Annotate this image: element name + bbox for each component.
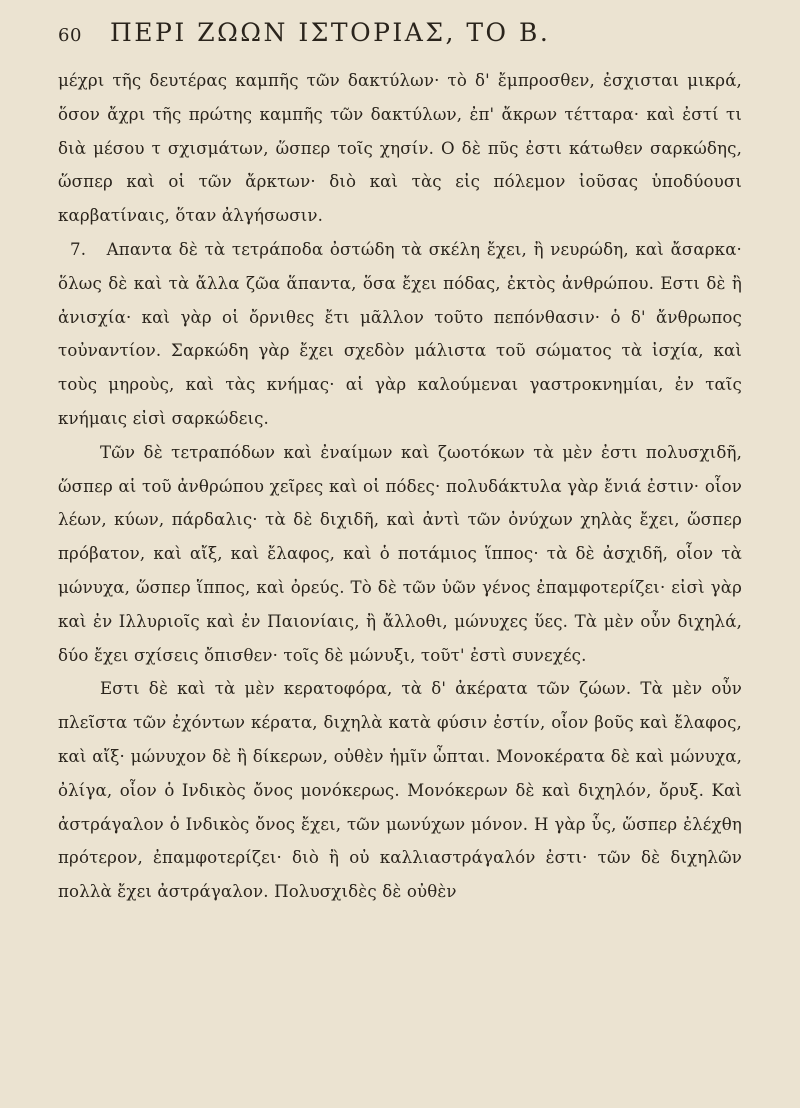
body-text <box>58 64 742 909</box>
page-number: 60 <box>58 25 82 46</box>
page-title: ΠΕΡΙ ΖΩΩΝ ΙΣΤΟΡΙΑΣ, ΤΟ Β. <box>110 18 551 47</box>
paragraph-text: Τῶν δὲ τετραπόδων καὶ ἐναίμων καὶ ζωοτόκων τὰ μὲν ἐστι πολυσχιδῆ, ὥσπερ αἱ τοῦ ἀνθρώπου χεῖρες καὶ οἱ πόδες· πολυδάκτυλα γὰρ ἔνιά ἐστιν· οἷον λέων, κύων, πάρδαλις· τὰ δὲ διχιδῆ, καὶ ἀντὶ τῶν ὀνύχων χηλὰς ἔχει, ὥσπερ πρόβατον, καὶ αἴξ, καὶ ἔλαφος, καὶ ὁ ποτάμιος ἵππος· τὰ δὲ ἀσχιδῆ, οἷον τὰ μώνυχα, ὥσπερ ἵππος, καὶ ὀρεύς. Τὸ δὲ τῶν ὑῶν γένος ἐπαμφοτερίζει· εἰσὶ γὰρ καὶ ἐν Ιλλυριοῖς καὶ ἐν Παιονίαις, ἢ ἄλλοθι, μώνυχες ὕες. Τὰ μὲν οὖν διχηλά, δύο ἔχει σχίσεις ὄπισθεν· τοῖς δὲ μώνυξι, τοῦτ' ἐστὶ συνεχές. <box>58 442 742 665</box>
section-number: 7. <box>70 239 87 259</box>
running-head <box>58 18 742 58</box>
paragraph-text: μέχρι τῆς δευτέρας καμπῆς τῶν δακτύλων· τὸ δ' ἔμπροσθεν, ἐσχισται μικρά, ὅσον ἄχρι τῆς πρώτης καμπῆς τῶν δακτύλων, ἐπ' ἄκρων τέτταρα· καὶ ἐστί τι διὰ μέσου τ σχισμάτων, ὥσπερ τοῖς χησίν. Ο δὲ πῦς ἐστι κάτωθεν σαρκώδης, ὥσπερ καὶ οἱ τῶν ἄρκτων· διὸ καὶ τὰς εἰς πόλεμον ἰοῦσας ὑποδύουσι καρβατίναις, ὅταν ἀλγήσωσιν. <box>58 71 742 226</box>
paragraph <box>58 64 742 233</box>
paragraph <box>58 436 742 673</box>
paragraph <box>58 233 742 436</box>
paragraph-text: Εστι δὲ καὶ τὰ μὲν κερατοφόρα, τὰ δ' ἀκέρατα τῶν ζώων. Τὰ μὲν οὖν πλεῖστα τῶν ἐχόντων κέρατα, διχηλὰ κατὰ φύσιν ἐστίν, οἷον βοῦς καὶ ἔλαφος, καὶ αἴξ· μώνυχον δὲ ἢ δίκερων, οὐθὲν ἡμῖν ὦπται. Μονοκέρατα δὲ καὶ μώνυχα, ὀλίγα, οἷον ὁ Ινδικὸς ὄνος μονόκερως. Μονόκερων δὲ καὶ διχηλόν, ὄρυξ. Καὶ ἀστράγαλον ὁ Ινδικὸς ὄνος ἔχει, τῶν μωνύχων μόνον. Η γὰρ ὗς, ὥσπερ ἐλέχθη πρότερον, ἐπαμφοτερίζει· διὸ ἢ οὐ καλλιαστράγαλόν ἐστι· τῶν δὲ διχηλῶν πολλὰ ἔχει ἀστράγαλον. Πολυσχιδὲς δὲ οὐθὲν <box>58 679 742 902</box>
paragraph-text: Απαντα δὲ τὰ τετράποδα ὀστώδη τὰ σκέλη ἔχει, ἢ νευρώδη, καὶ ἄσαρκα· ὅλως δὲ καὶ τὰ ἄλλα ζῶα ἅπαντα, ὅσα ἔχει πόδας, ἐκτὸς ἀνθρώπου. Εστι δὲ ἢ ἀνισχία· καὶ γὰρ οἱ ὄρνιθες ἔτι μᾶλλον τοῦτο πεπόνθασιν· ὁ δ' ἄνθρωπος τοὐναντίον. Σαρκώδη γὰρ ἔχει σχεδὸν μάλιστα τοῦ σώματος τὰ ἰσχία, καὶ τοὺς μηροὺς, καὶ τὰς κνήμας· αἱ γὰρ καλούμεναι γαστροκνημίαι, ἐν ταῖς κνήμαις εἰσὶ σαρκώδεις. <box>58 239 742 428</box>
paragraph <box>58 672 742 909</box>
